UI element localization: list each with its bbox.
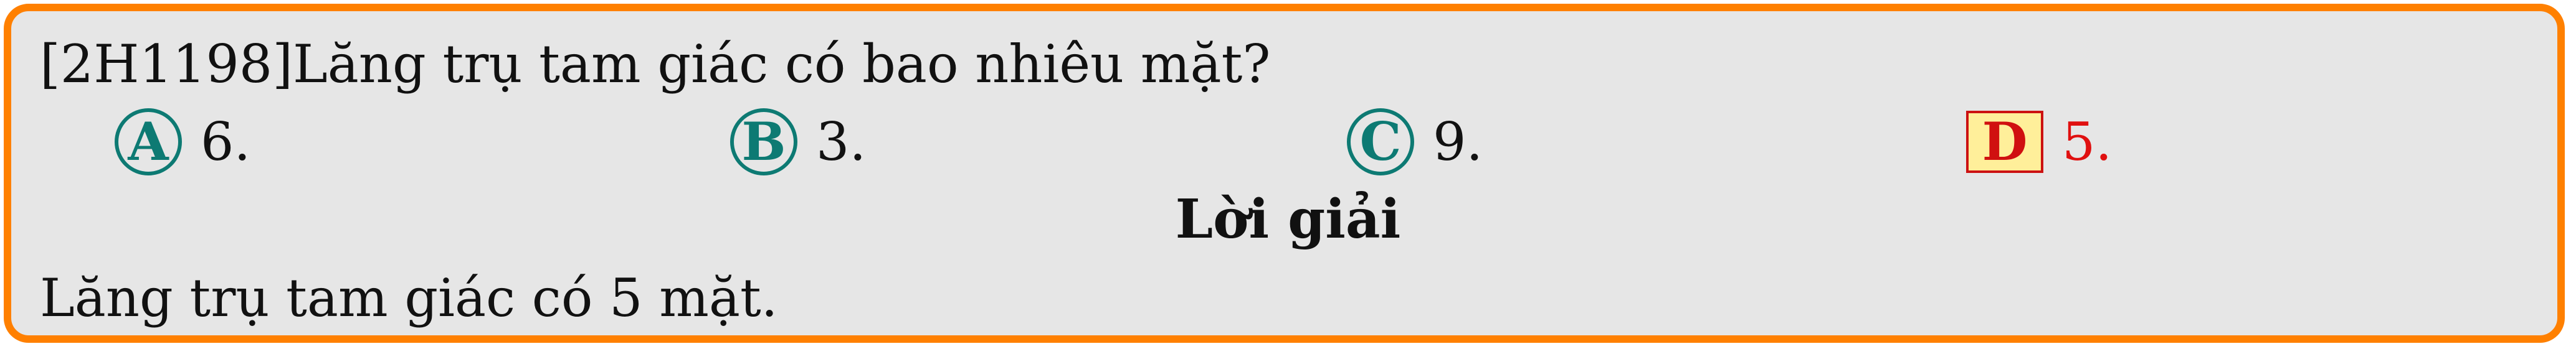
option-c-text: 9. xyxy=(1433,111,1483,172)
solution-title: Lời giải xyxy=(1175,188,1401,251)
option-a-label: A xyxy=(115,108,182,175)
question-text: Lăng trụ tam giác có bao nhiêu mặt? xyxy=(293,34,1271,95)
question-line xyxy=(40,30,1270,98)
option-b[interactable] xyxy=(730,105,866,179)
option-d-label: D xyxy=(1966,111,2043,173)
option-b-text: 3. xyxy=(816,111,867,172)
option-a-text: 6. xyxy=(201,111,251,172)
option-c[interactable] xyxy=(1347,105,1483,179)
option-b-label: B xyxy=(730,108,797,175)
option-a[interactable] xyxy=(115,105,250,179)
question-code: [2H1198] xyxy=(40,34,293,95)
option-d-text: 5. xyxy=(2062,111,2113,172)
option-c-label: C xyxy=(1347,108,1414,175)
solution-text: Lăng trụ tam giác có 5 mặt. xyxy=(40,268,778,328)
option-d-correct[interactable] xyxy=(1966,105,2112,179)
